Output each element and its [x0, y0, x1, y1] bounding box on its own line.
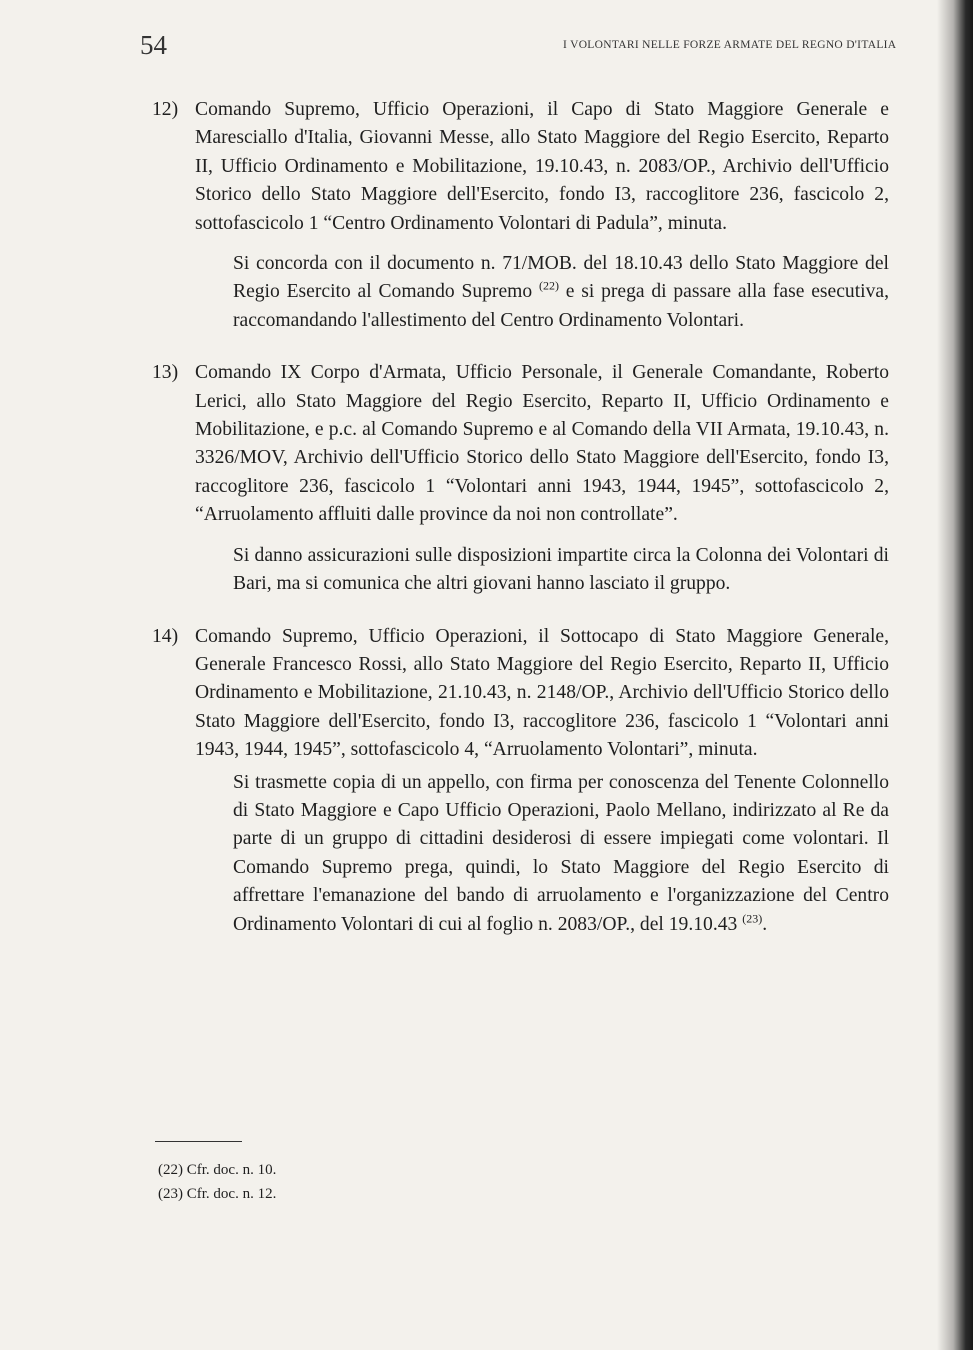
footnote-marker: (23) — [158, 1186, 183, 1202]
entry-summary — [233, 250, 889, 335]
entry-citation: Comando IX Corpo d'Armata, Ufficio Personale, il Generale Comandante, Roberto Lerici, allo Stato Maggiore del Regio Esercito, Reparto II, Ufficio Ordinamento e Mobilitazione, e p.c. al Comando Supremo e al Comando della VII Armata, 19.10.43, n. 3326/MOV, Archivio dell'Ufficio Storico dello Stato Maggiore dell'Esercito, fondo I3, raccoglitore 236, fascicolo 1 “Volontari anni 1943, 1944, 1945”, sottofascicolo 2, “Arruolamento affluiti dalle province da noi non controllate”. — [195, 362, 889, 526]
summary-text: Si concorda con il documento n. 71/MOB. del 18.10.43 dello Stato Maggiore del Regio Esercito al Comando Supremo — [233, 253, 889, 303]
footnote-23 — [158, 1182, 276, 1206]
footnote-divider — [155, 1141, 242, 1142]
footnote-text: Cfr. doc. n. 12. — [186, 1186, 277, 1202]
summary-text: Si danno assicurazioni sulle disposizioni impartite circa la Colonna dei Volontari di Bari, ma si comunica che altri giovani hanno lasciato il gruppo. — [233, 544, 889, 595]
entry-13 — [152, 359, 889, 529]
entry-citation: Comando Supremo, Ufficio Operazioni, il Sottocapo di Stato Maggiore Generale, Generale Francesco Rossi, allo Stato Maggiore del Regio Esercito, Reparto II, Ufficio Ordinamento e Mobilitazione, 21.10.43, n. 2148/OP., Archivio dell'Ufficio Storico dello Stato Maggiore dell'Esercito, fondo I3, raccoglitore 236, fascicolo 1 “Volontari anni 1943, 1944, 1945”, sottofascicolo 4, “Arruolamento Volontari”, minuta. — [195, 625, 889, 761]
footnote-ref: (22) — [538, 278, 559, 293]
footnote-text: Cfr. doc. n. 10. — [186, 1162, 277, 1178]
running-head: I VOLONTARI NELLE FORZE ARMATE DEL REGNO D'ITALIA — [563, 39, 897, 51]
scan-edge-shadow — [937, 0, 973, 1350]
footnote-ref: (23) — [742, 911, 763, 926]
entry-citation: Comando Supremo, Ufficio Operazioni, il Capo di Stato Maggiore Generale e Maresciallo d'Italia, Giovanni Messe, allo Stato Maggiore del Regio Esercito, Reparto II, Ufficio Ordinamento e Mobilitazione, 19.10.43, n. 2083/OP., Archivio dell'Ufficio Storico dello Stato Maggiore dell'Esercito, fondo I3, raccoglitore 236, fascicolo 2, sottofascicolo 1 “Centro Ordinamento Volontari di Padula”, minuta. — [195, 99, 889, 234]
entry-12 — [152, 96, 889, 238]
summary-text-tail: e si prega di passare alla fase esecutiva, raccomandando l'allestimento del Centro Ordinamento Volontari. — [233, 281, 889, 331]
page-number: 54 — [140, 30, 167, 60]
entry-number: 14) — [152, 625, 179, 647]
entry-summary — [233, 769, 889, 939]
document-body — [152, 96, 889, 939]
footnotes — [158, 1158, 276, 1206]
entry-number: 12) — [152, 99, 179, 120]
footnote-22 — [158, 1158, 276, 1182]
footnote-marker: (22) — [158, 1162, 183, 1178]
entry-summary — [233, 542, 889, 599]
entry-number: 13) — [152, 362, 179, 384]
summary-text: Si trasmette copia di un appello, con firma per conoscenza del Tenente Colonnello di Stato Maggiore e Capo Ufficio Operazioni, Paolo Mellano, indirizzato al Re da parte di un gruppo di cittadini desiderosi di essere impiegati come volontari. Il Comando Supremo prega, quindi, lo Stato Maggiore del Regio Esercito di affrettare l'emanazione del bando di arruolamento e l'organizzazione del Centro Ordinamento Volontari di cui al foglio n. 2083/OP., del 19.10.43 — [233, 771, 889, 935]
entry-14 — [152, 623, 889, 765]
summary-text-tail: . — [762, 913, 768, 935]
